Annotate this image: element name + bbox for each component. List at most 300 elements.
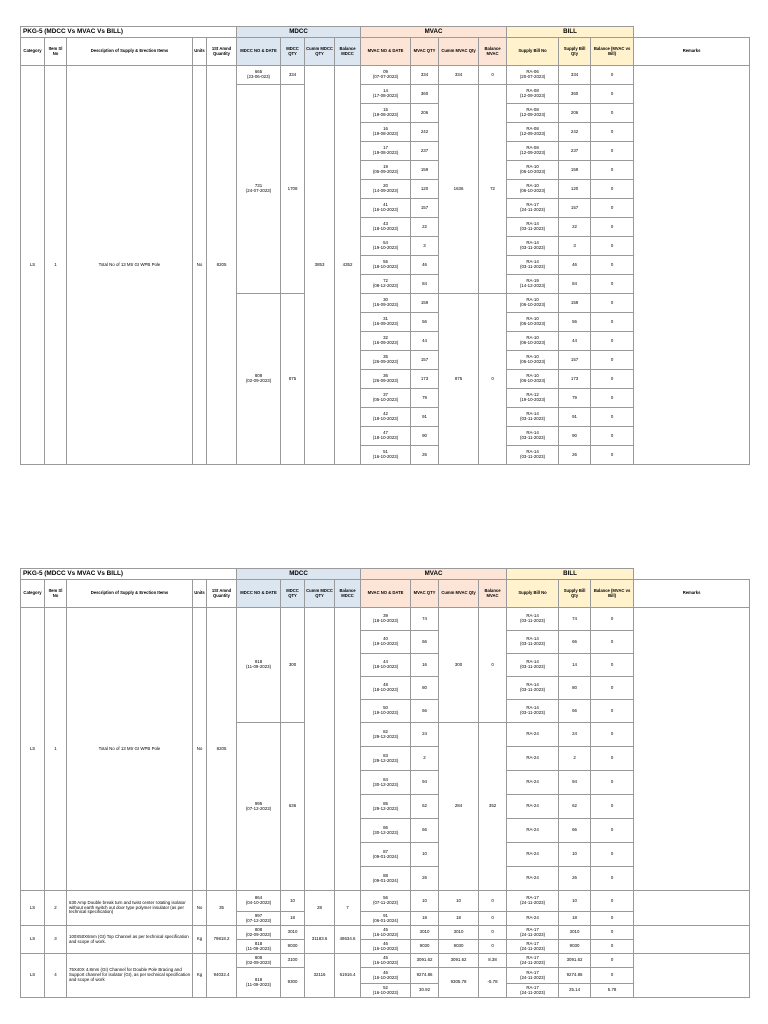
bill-no-cell [507, 85, 559, 104]
mdcc-no-cell-line: (02-09-2023) [245, 378, 272, 383]
mvac-qty-cell: 237 [411, 142, 439, 161]
bill-no-cell [507, 351, 559, 370]
bill-balance-cell: 0 [591, 867, 634, 891]
bill-balance-cell: 0 [591, 654, 634, 677]
mvac-qty-cell: 206 [411, 104, 439, 123]
bill-balance-cell: 0 [591, 370, 634, 389]
bill-no-cell [507, 631, 559, 654]
mvac-no-cell [361, 123, 411, 142]
reconciliation-table-1 [20, 26, 750, 465]
bill-qty-cell: 10 [559, 843, 591, 867]
mvac-no-cell-line: (18-10-2023) [372, 687, 399, 692]
mvac-no-cell-line: (19-08-2023) [372, 131, 399, 136]
mdcc-no-cell [237, 940, 281, 954]
bill-no-cell-line: (24-11-2023) [520, 974, 546, 980]
mdcc-no-cell-line: (24-07-2023) [245, 188, 272, 193]
cumm-mvac-cell: 3010 [439, 926, 479, 940]
mvac-no-cell-line: (16-10-2023) [372, 959, 399, 965]
bill-no-cell [507, 161, 559, 180]
col-bill-qty: Supply Bill Qty [559, 38, 591, 66]
bill-qty-cell: 80 [559, 677, 591, 700]
mvac-no-cell-line: (19-08-2023) [372, 112, 399, 117]
bill-qty-cell: 26 [559, 446, 591, 465]
mvac-no-cell-line: 30 [383, 297, 388, 303]
mvac-no-cell-line: (09-01-2024) [372, 877, 399, 883]
bill-balance-cell: 0 [591, 332, 634, 351]
cumm-mdcc-cell [305, 608, 335, 891]
bill-balance-cell: 0 [591, 700, 634, 723]
group-mdcc: MDCC [237, 569, 361, 580]
description-cell: 100X50X6mm (GI) Top Channel as per technical specification and scope of work. [67, 926, 193, 954]
mvac-qty-cell: 66 [411, 700, 439, 723]
bill-no-cell [507, 771, 559, 795]
mvac-no-cell-line: 88 [383, 872, 388, 878]
mvac-no-cell-line: (26-09-2023) [372, 378, 399, 383]
bill-no-cell-line: RA-10 [526, 183, 539, 189]
mvac-no-cell-line: (18-10-2023) [372, 435, 399, 440]
bill-qty-cell: 9030 [559, 940, 591, 954]
category-cell: LS [21, 66, 45, 465]
mvac-no-cell-line: (16-09-2023) [372, 302, 399, 307]
mdcc-no-cell-line: (11-09-2023) [246, 945, 272, 951]
mvac-no-cell-line: (30-12-2023) [372, 829, 399, 835]
mvac-no-cell-line: 91 [383, 912, 388, 918]
mvac-no-cell [361, 867, 411, 891]
bill-no-cell-line: (03-11-2023) [520, 416, 546, 421]
mvac-no-cell-line: 51 [383, 449, 388, 455]
mdcc-qty-cell: 9300 [281, 968, 305, 998]
bill-no-cell [507, 891, 559, 912]
bill-balance-cell: 0 [591, 180, 634, 199]
bill-no-cell-line: (06-10-2023) [519, 188, 546, 193]
bill-no-cell [507, 218, 559, 237]
bill-balance-cell: 0 [591, 819, 634, 843]
col-category: Category [21, 580, 45, 608]
bill-no-cell-line: RA-24 [526, 875, 539, 881]
col-mvac-qty: MVAC QTY [411, 580, 439, 608]
column-header-row [21, 580, 750, 608]
mvac-qty-cell: 120 [411, 180, 439, 199]
mvac-no-cell-line: 31 [383, 316, 388, 322]
col-bal-mvac: Balance MVAC [479, 580, 507, 608]
bill-balance-cell: 0 [591, 199, 634, 218]
mvac-no-cell [361, 631, 411, 654]
bill-balance-cell: 0 [591, 275, 634, 294]
balance-mvac-cell: 352 [479, 723, 507, 891]
mvac-no-cell [361, 85, 411, 104]
mvac-no-cell [361, 104, 411, 123]
bill-balance-cell: 0 [591, 771, 634, 795]
bill-balance-cell: 0 [591, 313, 634, 332]
bill-no-cell-line: (14-12-2023) [519, 283, 546, 288]
bill-qty-cell: 66 [559, 819, 591, 843]
bill-no-cell-line: RA-14 [526, 682, 539, 688]
balance-mvac-cell: 0 [479, 66, 507, 85]
units-cell: No [193, 608, 207, 891]
mvac-no-cell-line: (08-12-2023) [372, 283, 399, 288]
col-mvac-no: MVAC NO & DATE [361, 38, 411, 66]
mvac-no-cell-line: 47 [383, 430, 388, 436]
group-mdcc: MDCC [237, 27, 361, 38]
mvac-no-cell [361, 161, 411, 180]
cumm-mvac-cell: 18 [439, 912, 479, 926]
mdcc-no-cell-line: (23-06-023) [247, 74, 270, 79]
mvac-qty-cell: 3010 [411, 926, 439, 940]
mvac-no-cell-line: (07-11-2023) [373, 900, 399, 905]
mvac-no-cell-line: 85 [383, 800, 388, 806]
bill-no-cell-line: RA-24 [526, 851, 539, 857]
mvac-no-cell-line: 45 [383, 954, 388, 960]
col-units: Units [193, 38, 207, 66]
bill-balance-cell: 0 [591, 843, 634, 867]
bill-no-cell-line: (06-10-2023) [519, 169, 546, 174]
cumm-mvac-cell: 1636 [439, 85, 479, 294]
bill-no-cell-line: (12-09-2023) [519, 131, 546, 136]
bill-qty-cell: 3091.62 [559, 954, 591, 968]
bill-no-cell-line: RA-10 [526, 164, 539, 170]
bill-no-cell-line: RA-14 [526, 240, 539, 246]
mvac-no-cell [361, 427, 411, 446]
mvac-no-cell-line: (29-12-2023) [372, 805, 399, 811]
bill-balance-cell: 0 [591, 351, 634, 370]
bill-no-cell-line: RA-06 [526, 69, 539, 75]
bill-no-cell-line: RA-14 [526, 411, 539, 417]
mdcc-no-cell-line: 997 [254, 912, 263, 918]
balance-mvac-cell: 0 [479, 926, 507, 940]
remarks-cell [634, 891, 750, 926]
category-cell: LS [21, 891, 45, 926]
bill-qty-cell: 10 [559, 891, 591, 912]
group-bill: BILL [507, 569, 634, 580]
bill-no-cell-line: RA-10 [526, 373, 539, 379]
bill-no-cell [507, 123, 559, 142]
balance-mvac-cell: 8.38 [479, 954, 507, 968]
mdcc-no-cell-line: 665 [254, 69, 263, 75]
bill-qty-cell: 157 [559, 351, 591, 370]
bill-balance-cell: 0 [591, 123, 634, 142]
bill-no-cell [507, 294, 559, 313]
bill-no-cell-line: (03-11-2023) [520, 435, 546, 440]
bill-qty-cell: 173 [559, 370, 591, 389]
mvac-no-cell-line: 43 [383, 221, 388, 227]
mdcc-qty-cell: 300 [281, 608, 305, 723]
bill-no-cell [507, 608, 559, 631]
col-amnd-qty: 1St Amnd Quantity [207, 580, 237, 608]
bill-qty-cell: 94 [559, 771, 591, 795]
mvac-no-cell [361, 968, 411, 984]
bill-no-cell-line: (03-11-2023) [520, 687, 546, 692]
bill-no-cell [507, 795, 559, 819]
bill-no-cell-line: RA-24 [526, 779, 539, 785]
col-mdcc-qty: MDCC QTY [281, 38, 305, 66]
mvac-no-cell-line: (09-01-2024) [372, 853, 399, 859]
mvac-no-cell [361, 926, 411, 940]
mdcc-no-cell [237, 85, 281, 294]
col-amnd-qty: 1St Amnd Quantity [207, 38, 237, 66]
bill-no-cell [507, 313, 559, 332]
mvac-qty-cell: 3 [411, 237, 439, 256]
bill-no-cell-line: RA-17 [526, 202, 539, 208]
bill-no-cell [507, 843, 559, 867]
bill-no-cell [507, 256, 559, 275]
sheet-title: PKG-5 (MDCC Vs MVAC Vs BILL) [21, 27, 237, 38]
bill-no-cell-line: RA-17 [526, 895, 539, 901]
mvac-no-cell-line: (06-01-2024) [372, 917, 399, 923]
col-item-sl: Item Sl No [45, 38, 67, 66]
mdcc-qty-cell: 10 [281, 891, 305, 912]
mvac-no-cell [361, 891, 411, 912]
mvac-no-cell-line: 44 [383, 659, 388, 665]
mvac-qty-cell: 173 [411, 370, 439, 389]
bill-no-cell [507, 142, 559, 161]
mvac-no-cell-line: (16-10-2023) [372, 989, 399, 995]
mvac-no-cell [361, 747, 411, 771]
mdcc-no-cell-line: (02-09-2023) [245, 959, 272, 965]
bill-qty-cell: 3010 [559, 926, 591, 940]
cumm-mvac-cell: 334 [439, 66, 479, 85]
bill-qty-cell: 2 [559, 747, 591, 771]
bill-no-cell-line: RA-19 [526, 278, 539, 284]
mvac-qty-cell: 26 [411, 867, 439, 891]
item-sl-cell: 2 [45, 891, 67, 926]
mvac-no-cell [361, 313, 411, 332]
col-description: Description of Supply & Erection Items [67, 38, 193, 66]
mvac-qty-cell: 91 [411, 408, 439, 427]
bill-no-cell-line: RA-14 [526, 221, 539, 227]
mvac-qty-cell: 56 [411, 313, 439, 332]
mdcc-no-cell-line: 731 [254, 183, 263, 189]
bill-balance-cell: 5.78 [591, 984, 634, 998]
mvac-qty-cell: 10 [411, 891, 439, 912]
mvac-qty-cell: 46 [411, 256, 439, 275]
mvac-no-cell-line: (18-10-2023) [372, 416, 399, 421]
mdcc-no-cell-line: 864 [254, 895, 263, 901]
bill-balance-cell: 0 [591, 218, 634, 237]
cumm-mvac-cell: 284 [439, 723, 479, 891]
cumm-mvac-cell: 300 [439, 608, 479, 723]
mvac-no-cell-line: 82 [383, 728, 388, 734]
bill-no-cell-line: (03-11-2023) [520, 641, 546, 646]
bill-qty-cell: 3 [559, 237, 591, 256]
mvac-no-cell-line: (16-10-2023) [372, 931, 399, 937]
amnd-qty-cell: 8205 [207, 66, 237, 465]
mvac-no-cell-line: (18-10-2023) [372, 618, 399, 623]
bill-balance-cell: 0 [591, 85, 634, 104]
bill-qty-cell: 56 [559, 313, 591, 332]
mdcc-no-cell-line: (11-09-2023) [246, 664, 272, 669]
bill-no-cell-line: RA-17 [526, 926, 539, 932]
mvac-qty-cell: 22 [411, 218, 439, 237]
bill-no-cell-line: RA-08 [526, 88, 539, 94]
bill-no-cell [507, 747, 559, 771]
bill-no-cell-line: RA-17 [526, 984, 539, 990]
mdcc-no-cell [237, 294, 281, 465]
mvac-no-cell-line: (05-10-2023) [372, 397, 399, 402]
mvac-no-cell-line: 32 [383, 335, 388, 341]
bill-no-cell-line: (03-11-2023) [520, 264, 546, 269]
col-bill-balance: Balance (MVAC vs Bill) [591, 580, 634, 608]
mvac-no-cell-line: 14 [383, 88, 388, 94]
balance-mvac-cell: 0 [479, 912, 507, 926]
bill-no-cell-line: (06-10-2023) [519, 302, 546, 307]
cumm-mdcc-cell: 31183.6 [305, 926, 335, 954]
item-sl-cell: 3 [45, 926, 67, 954]
mvac-no-cell-line: (16-10-2023) [372, 454, 399, 459]
mvac-no-cell [361, 654, 411, 677]
mdcc-no-cell-line: 818 [254, 659, 263, 665]
mvac-no-cell [361, 446, 411, 465]
units-cell: No [193, 66, 207, 465]
table-body-2 [21, 608, 750, 998]
bill-no-cell-line: (06-10-2023) [519, 378, 546, 383]
mvac-no-cell [361, 819, 411, 843]
mvac-qty-cell: 10 [411, 843, 439, 867]
mvac-no-cell-line: (19-10-2023) [372, 245, 399, 250]
bill-qty-cell: 157 [559, 199, 591, 218]
mvac-no-cell-line: 20 [383, 183, 388, 189]
bill-qty-cell: 66 [559, 700, 591, 723]
cumm-mdcc-cell: 28 [305, 891, 335, 926]
mvac-qty-cell: 74 [411, 608, 439, 631]
amnd-qty-cell: 35 [207, 891, 237, 926]
mvac-no-cell [361, 294, 411, 313]
bill-no-cell-line: (24-11-2023) [520, 959, 546, 965]
mdcc-qty-cell: 3100 [281, 954, 305, 968]
mvac-no-cell [361, 218, 411, 237]
balance-mvac-cell: -5.78 [479, 968, 507, 998]
mvac-qty-cell: 16 [411, 654, 439, 677]
mvac-qty-cell: 18 [411, 912, 439, 926]
bill-qty-cell: 25.14 [559, 984, 591, 998]
cumm-mvac-cell: 9305.78 [439, 968, 479, 998]
mdcc-qty-cell: 1708 [281, 85, 305, 294]
bill-balance-cell: 0 [591, 747, 634, 771]
col-mvac-qty: MVAC QTY [411, 38, 439, 66]
col-bill-balance: Balance (MVAC vs Bill) [591, 38, 634, 66]
bill-no-cell-line: (06-10-2023) [519, 340, 546, 345]
balance-mdcc-cell: 48634.6 [335, 926, 361, 954]
mvac-no-cell [361, 142, 411, 161]
bill-no-cell-line: (24-11-2023) [520, 945, 546, 951]
bill-no-cell [507, 237, 559, 256]
description-cell: 630 Amp Double break turn and twist center rotating isolator without earth switch out door type polymer insulator (as per technical specification) [67, 891, 193, 926]
col-mdcc-qty: MDCC QTY [281, 580, 305, 608]
cumm-mvac-cell: 875 [439, 294, 479, 465]
bill-no-cell-line: (12-09-2023) [519, 112, 546, 117]
mvac-no-cell-line: 19 [383, 164, 388, 170]
category-cell: LS [21, 926, 45, 954]
bill-no-cell [507, 408, 559, 427]
table-row [21, 926, 750, 940]
bill-balance-cell: 0 [591, 427, 634, 446]
bill-no-cell-line: (03-11-2023) [520, 245, 546, 250]
mvac-no-cell-line: 09 [383, 69, 388, 75]
bill-no-cell [507, 940, 559, 954]
bill-no-cell [507, 926, 559, 940]
bill-no-cell-line: (03-11-2023) [520, 226, 546, 231]
group-mvac: MVAC [361, 569, 507, 580]
bill-balance-cell: 0 [591, 723, 634, 747]
bill-no-cell-line: RA-10 [526, 354, 539, 360]
bill-balance-cell: 0 [591, 142, 634, 161]
col-bill-qty: Supply Bill Qty [559, 580, 591, 608]
mvac-no-cell-line: (18-10-2023) [372, 264, 399, 269]
balance-mvac-cell: 0 [479, 294, 507, 465]
bill-balance-cell: 0 [591, 954, 634, 968]
mdcc-no-cell-line: 818 [254, 976, 263, 982]
mvac-no-cell-line: 15 [383, 107, 388, 113]
mvac-no-cell-line: (26-09-2023) [372, 359, 399, 364]
table-row [21, 66, 750, 85]
mvac-no-cell-line: (16-10-2023) [372, 945, 399, 951]
bill-no-cell-line: RA-10 [526, 335, 539, 341]
col-item-sl: Item Sl No [45, 580, 67, 608]
col-bal-mdcc: Balance MDCC [335, 38, 361, 66]
mvac-qty-cell: 159 [411, 294, 439, 313]
balance-mdcc-cell: 61916.4 [335, 954, 361, 998]
bill-qty-cell: 44 [559, 332, 591, 351]
mvac-no-cell-line: (19-10-2023) [372, 641, 399, 646]
mdcc-no-cell [237, 912, 281, 926]
bill-no-cell [507, 370, 559, 389]
bill-no-cell-line: RA-14 [526, 636, 539, 642]
col-bill-no: Supply Bill No [507, 580, 559, 608]
col-bal-mvac: Balance MVAC [479, 38, 507, 66]
mvac-no-cell-line: 52 [383, 984, 388, 990]
mvac-no-cell-line: (30-12-2023) [372, 781, 399, 787]
bill-qty-cell: 74 [559, 608, 591, 631]
mvac-no-cell-line: (14-09-2023) [372, 188, 399, 193]
mvac-qty-cell: 26 [411, 446, 439, 465]
units-cell: No [193, 891, 207, 926]
mvac-no-cell-line: (29-12-2023) [372, 733, 399, 739]
mvac-qty-cell: 84 [411, 275, 439, 294]
mdcc-no-cell [237, 723, 281, 891]
mvac-no-cell-line: 72 [383, 278, 388, 284]
col-units: Units [193, 580, 207, 608]
mvac-no-cell [361, 66, 411, 85]
bill-no-cell [507, 700, 559, 723]
bill-no-cell-line: (24-11-2023) [520, 207, 546, 212]
mvac-qty-cell: 30.92 [411, 984, 439, 998]
table-row [21, 891, 750, 912]
remarks-cell [634, 608, 750, 891]
bill-no-cell [507, 968, 559, 984]
table-body-1 [21, 66, 750, 465]
bill-no-cell-line: (12-09-2023) [519, 150, 546, 155]
bill-qty-cell: 120 [559, 180, 591, 199]
mdcc-qty-cell: 875 [281, 294, 305, 465]
bill-no-cell-line: (03-11-2023) [520, 618, 546, 623]
cumm-mvac-cell: 10 [439, 891, 479, 912]
bill-no-cell-line: RA-14 [526, 705, 539, 711]
sheet-page-2 [20, 568, 749, 998]
mvac-no-cell-line: (29-12-2023) [372, 757, 399, 763]
balance-mdcc-cell: 7 [335, 891, 361, 926]
bill-qty-cell: 84 [559, 275, 591, 294]
bill-qty-cell: 24 [559, 723, 591, 747]
bill-no-cell [507, 389, 559, 408]
mvac-no-cell-line: 45 [383, 926, 388, 932]
col-description: Description of Supply & Erection Items [67, 580, 193, 608]
bill-no-cell [507, 199, 559, 218]
bill-balance-cell: 0 [591, 66, 634, 85]
mvac-qty-cell: 66 [411, 819, 439, 843]
bill-no-cell-line: RA-17 [526, 940, 539, 946]
mvac-no-cell [361, 723, 411, 747]
mvac-no-cell [361, 237, 411, 256]
bill-no-cell-line: RA-17 [526, 969, 539, 975]
